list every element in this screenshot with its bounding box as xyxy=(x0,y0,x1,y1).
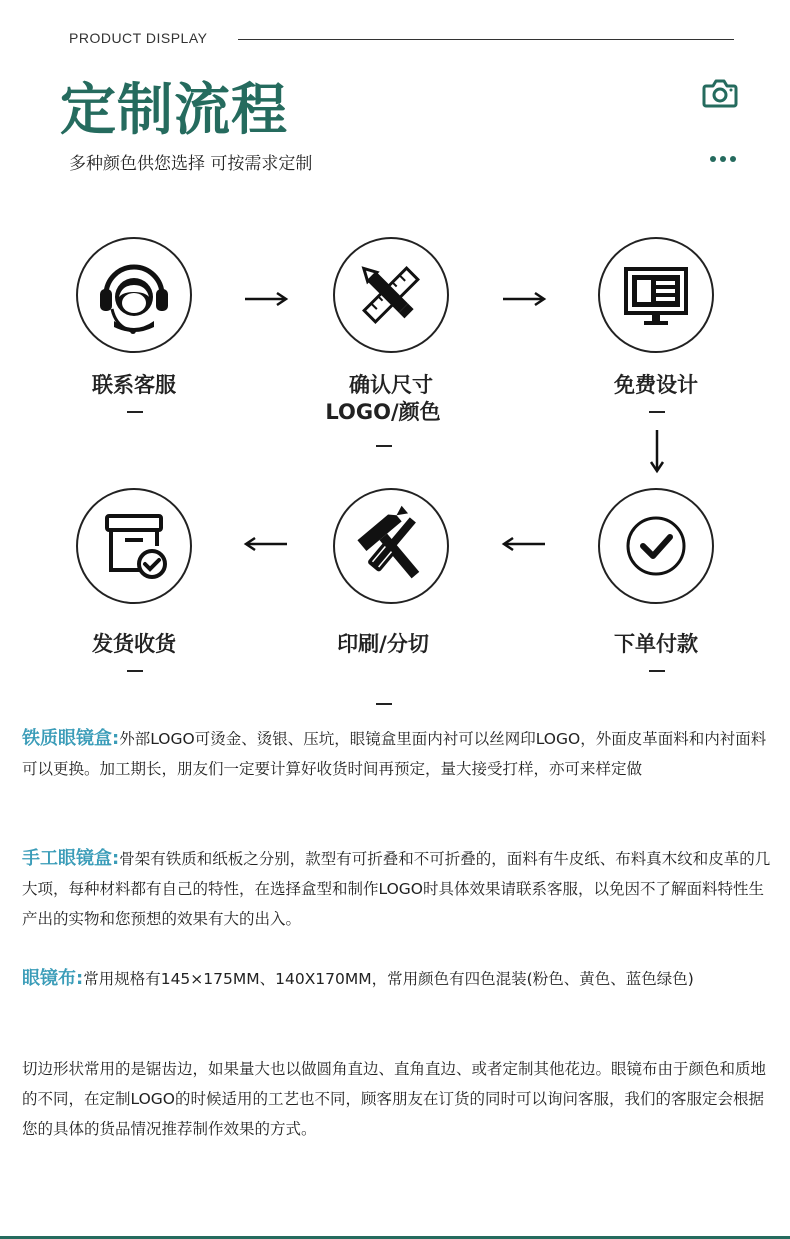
arrow-left-icon xyxy=(243,535,289,553)
pencil-ruler-icon xyxy=(335,239,447,351)
section-divider-dash xyxy=(376,703,392,705)
camera-icon[interactable] xyxy=(700,73,740,113)
paragraph-body: 常用规格有145×175MM、140X170MM，常用颜色有四色混装(粉色、黄色、蓝色绿色) xyxy=(83,970,694,988)
check-circle-icon xyxy=(600,490,712,602)
step-contact-circle xyxy=(76,237,192,353)
step-confirm-label-1: 确认尺寸 xyxy=(349,373,433,397)
paragraph-heading: 手工眼镜盒: xyxy=(22,848,120,869)
hammer-screwdriver-icon xyxy=(335,490,447,602)
paragraph-heading: 铁质眼镜盒: xyxy=(22,728,120,749)
step-print-label: 印刷/分切 xyxy=(337,632,429,656)
package-check-icon xyxy=(78,490,190,602)
step-order-label: 下单付款 xyxy=(614,632,698,656)
step-confirm-circle xyxy=(333,237,449,353)
paragraph-edge-shape xyxy=(22,1054,774,1144)
arrow-down-icon xyxy=(647,428,667,474)
paragraph-body: 外部LOGO可烫金、烫银、压坑，眼镜盒里面内衬可以丝网印LOGO，外面皮革面料和内衬面料可以更换。加工期长，朋友们一定要计算好收货时间再预定，量大接受打样，亦可来样定做 xyxy=(22,730,767,778)
header-divider xyxy=(238,39,734,40)
arrow-right-icon xyxy=(243,290,289,308)
paragraph-body: 骨架有铁质和纸板之分别，款型有可折叠和不可折叠的，面料有牛皮纸、布料真木纹和皮革的几大项，每种材料都有自己的特性，在选择盒型和制作LOGO时具体效果请联系客服，以免因不了解面料特性生产出的实物和您预想的效果有大的出入。 xyxy=(22,850,771,928)
more-dots-icon[interactable] xyxy=(709,154,737,164)
paragraph-body: 切边形状常用的是锯齿边，如果量大也以做圆角直边、直角直边、或者定制其他花边。眼镜布由于颜色和质地的不同，在定制LOGO的时候适用的工艺也不同，顾客朋友在订货的同时可以询问客服，我们的客服定会根据您的具体的货品情况推荐制作效果的方式。 xyxy=(22,1060,767,1138)
step-ship-dash xyxy=(127,670,143,672)
step-contact-label: 联系客服 xyxy=(92,373,176,397)
monitor-icon xyxy=(600,239,712,351)
paragraph-metal-case xyxy=(22,724,774,784)
step-design-circle xyxy=(598,237,714,353)
step-contact-dash xyxy=(127,411,143,413)
step-design-label: 免费设计 xyxy=(614,373,698,397)
header-label: PRODUCT DISPLAY xyxy=(69,30,208,46)
step-ship-label: 发货收货 xyxy=(92,632,176,656)
arrow-left-icon xyxy=(501,535,547,553)
step-order-dash xyxy=(649,670,665,672)
step-ship-circle xyxy=(76,488,192,604)
page-subtitle: 多种颜色供您选择 可按需求定制 xyxy=(69,154,313,174)
step-confirm-dash xyxy=(376,445,392,447)
step-print-circle xyxy=(333,488,449,604)
headset-icon xyxy=(78,239,190,351)
arrow-right-icon xyxy=(501,290,547,308)
step-design-dash xyxy=(649,411,665,413)
paragraph-handmade-case xyxy=(22,844,774,934)
paragraph-heading: 眼镜布: xyxy=(22,968,84,989)
step-confirm-label-2: LOGO/颜色 xyxy=(325,400,441,424)
paragraph-cleaning-cloth xyxy=(22,964,774,994)
page-title: 定制流程 xyxy=(60,78,288,143)
step-order-circle xyxy=(598,488,714,604)
